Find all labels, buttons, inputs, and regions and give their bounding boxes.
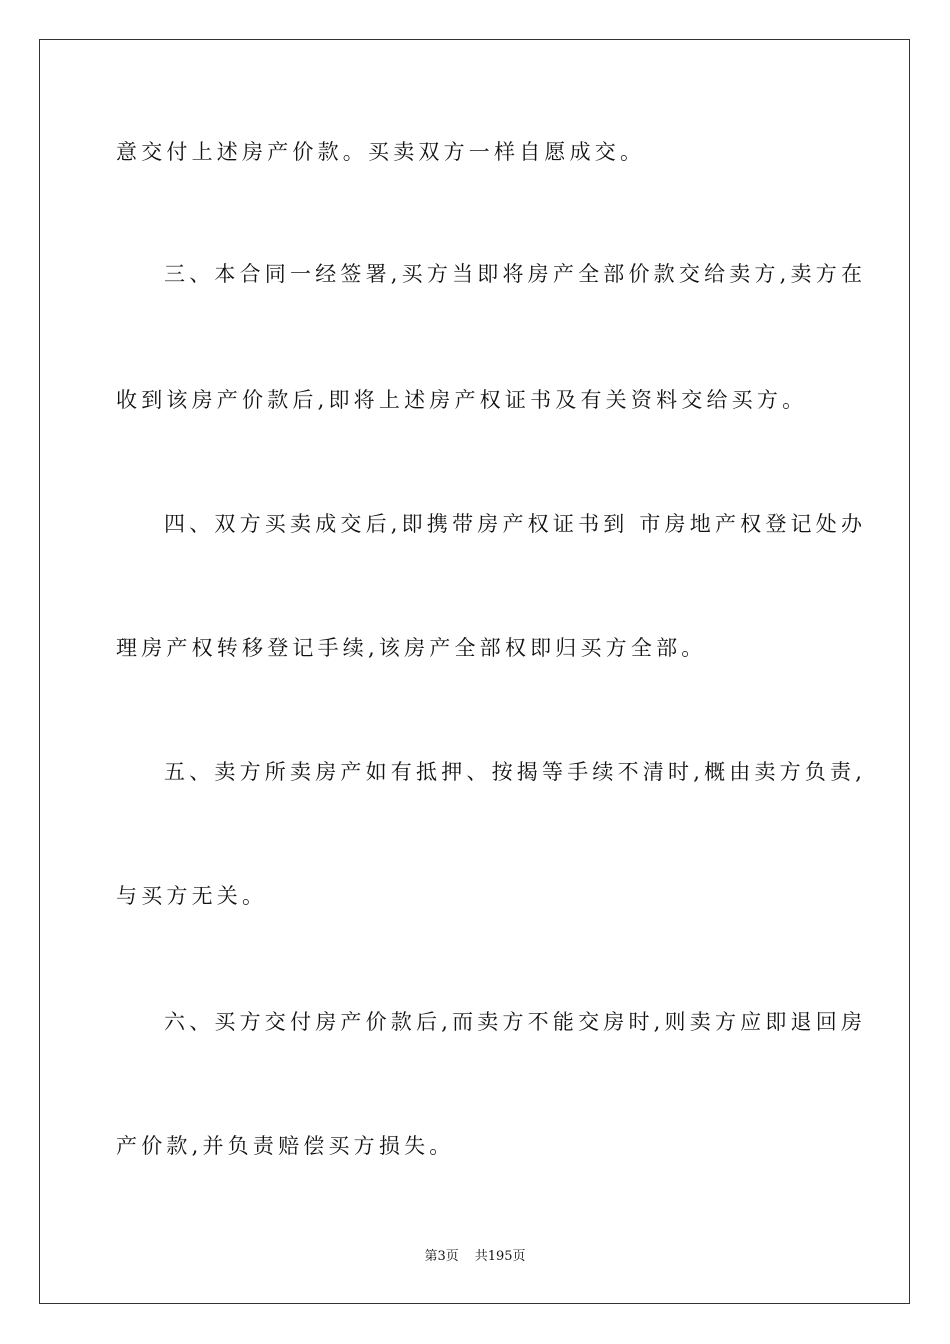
page-frame: [39, 39, 910, 1304]
page-footer: [0, 1250, 950, 1263]
clause-four-line-1: 四、双方买卖成交后,即携带房产权证书到 市房地产权登记处办: [164, 512, 867, 536]
clause-five-line-2: 与买方无关。: [116, 884, 268, 908]
clause-five-line-1: 五、卖方所卖房产如有抵押、按揭等手续不清时,概由卖方负责,: [164, 760, 867, 784]
page-total: 共195页: [474, 1249, 526, 1264]
text-line-1: 意交付上述房产价款。买卖双方一样自愿成交。: [116, 140, 646, 164]
page-number: 第3页: [424, 1249, 459, 1264]
clause-four-line-2: 理房产权转移登记手续,该房产全部权即归买方全部。: [116, 636, 707, 660]
clause-six-line-2: 产价款,并负责赔偿买方损失。: [116, 1134, 455, 1158]
clause-three-line-2: 收到该房产价款后,即将上述房产权证书及有关资料交给买方。: [116, 388, 808, 412]
clause-three-line-1: 三、本合同一经签署,买方当即将房产全部价款交给卖方,卖方在: [164, 262, 867, 286]
clause-six-line-1: 六、买方交付房产价款后,而卖方不能交房时,则卖方应即退回房: [164, 1010, 867, 1034]
